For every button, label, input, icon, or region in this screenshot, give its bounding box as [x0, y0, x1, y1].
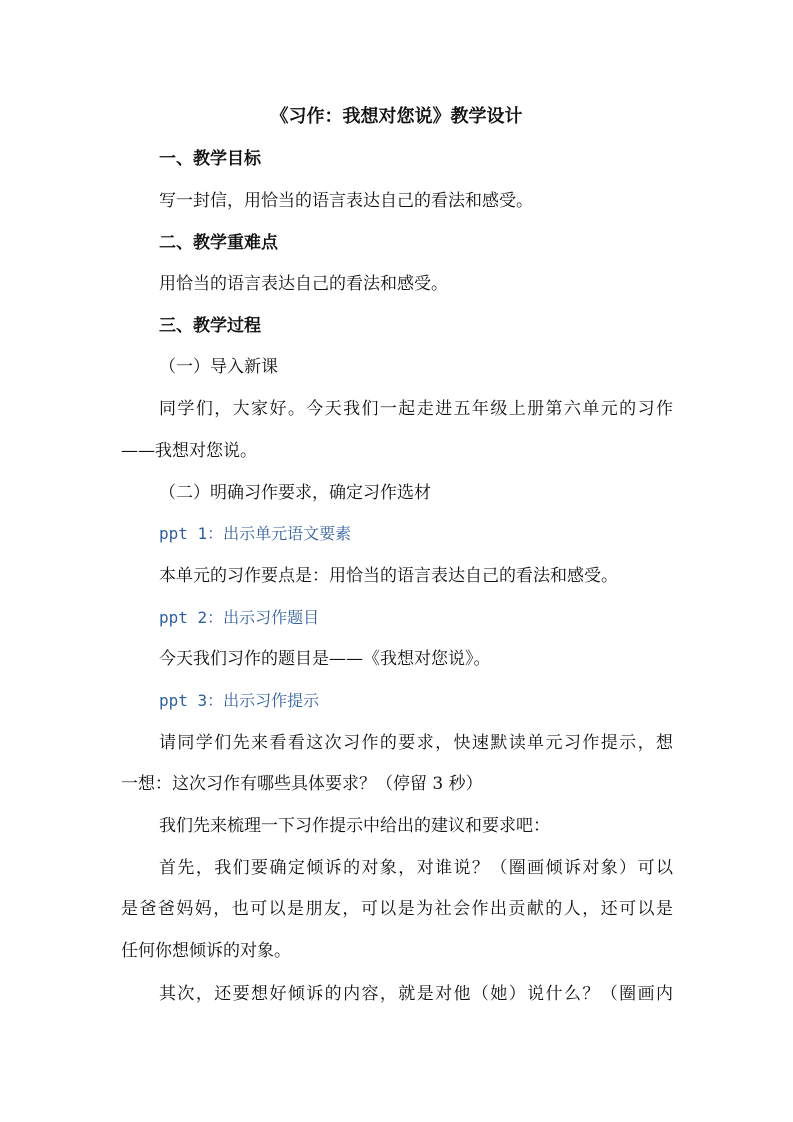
- subsection-heading-requirements: （二）明确习作要求，确定习作选材: [159, 483, 431, 503]
- requirements-paragraph-line-1: 请同学们先来看看这次习作的要求，快速默读单元习作提示，想: [159, 733, 673, 753]
- intro-paragraph-line-1: 同学们，大家好。今天我们一起走进五年级上册第六单元的习作: [159, 399, 673, 419]
- audience-paragraph-line-3: 任何你想倾诉的对象。: [121, 941, 291, 961]
- section-heading-objectives: 一、教学目标: [159, 149, 261, 169]
- audience-paragraph-line-2: 是爸爸妈妈，也可以是朋友，可以是为社会作出贡献的人，还可以是: [121, 899, 673, 919]
- intro-paragraph-line-2: ——我想对您说。: [121, 441, 257, 461]
- ppt-label-1: ppt 1：出示单元语文要素: [159, 524, 352, 543]
- section-heading-key-points: 二、教学重难点: [159, 233, 278, 253]
- subsection-heading-intro: （一）导入新课: [159, 357, 278, 377]
- ppt-label-2: ppt 2：出示习作题目: [159, 608, 320, 627]
- ppt-label-3: ppt 3：出示习作提示: [159, 691, 320, 710]
- requirements-paragraph-line-2: 一想：这次习作有哪些具体要求？（停留 3 秒）: [121, 774, 483, 794]
- outline-paragraph: 我们先来梳理一下习作提示中给出的建议和要求吧：: [159, 816, 550, 836]
- ppt-1-text: 本单元的习作要点是：用恰当的语言表达自己的看法和感受。: [159, 566, 618, 586]
- objectives-text: 写一封信，用恰当的语言表达自己的看法和感受。: [159, 191, 533, 211]
- ppt-2-text: 今天我们习作的题目是——《我想对您说》。: [159, 649, 491, 669]
- section-heading-process: 三、教学过程: [159, 316, 261, 336]
- content-paragraph-line-1: 其次，还要想好倾诉的内容，就是对他（她）说什么？（圈画内: [159, 984, 673, 1004]
- key-points-text: 用恰当的语言表达自己的看法和感受。: [159, 274, 448, 294]
- document-title: 《习作：我想对您说》教学设计: [270, 106, 523, 127]
- audience-paragraph-line-1: 首先，我们要确定倾诉的对象，对谁说？（圈画倾诉对象）可以: [159, 858, 673, 878]
